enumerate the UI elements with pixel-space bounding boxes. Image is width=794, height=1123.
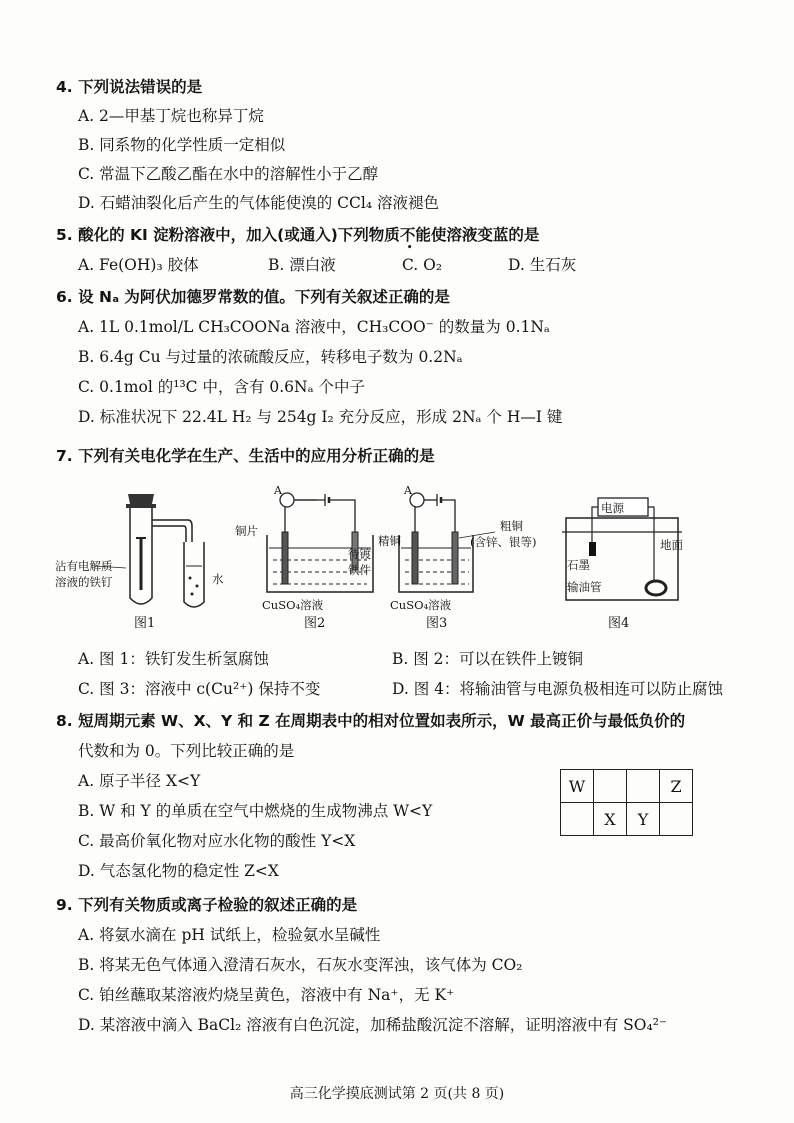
q5-option-a: A. Fe(OH)₃ 胶体 <box>78 256 199 274</box>
q8-option-a: A. 原子半径 X<Y <box>78 772 201 790</box>
q8-option-c: C. 最高价氧化物对应水化物的酸性 Y<X <box>78 832 356 850</box>
table-cell: Y <box>627 803 660 836</box>
table-cell: W <box>561 770 594 803</box>
figure-3-label-pure-copper: 精铜 <box>378 534 401 548</box>
q5-stem <box>56 224 539 246</box>
q9-option-a: A. 将氨水滴在 pH 试纸上，检验氨水呈碱性 <box>78 926 381 944</box>
q6-option-b: B. 6.4g Cu 与过量的浓硫酸反应，转移电子数为 0.2Nₐ <box>78 348 463 366</box>
q7-stem: 7. 下列有关电化学在生产、生活中的应用分析正确的是 <box>56 447 435 465</box>
q6-stem: 6. 设 Nₐ 为阿伏加德罗常数的值。下列有关叙述正确的是 <box>56 288 450 306</box>
figure-3-caption: 图3 <box>426 616 448 631</box>
figure-3-label-crude-copper: 粗铜 <box>500 519 523 533</box>
figure-4-power-source: 电源 <box>601 501 624 515</box>
figure-4-caption: 图4 <box>608 616 630 631</box>
figure-2-label-copper: 铜片 <box>235 524 258 538</box>
figure-2-ammeter-label: A <box>274 484 282 497</box>
q4-option-c: C. 常温下乙酸乙酯在水中的溶解性小于乙醇 <box>78 165 379 183</box>
figure-2-caption: 图2 <box>304 616 326 631</box>
q5-option-d: D. 生石灰 <box>508 256 577 274</box>
table-cell <box>627 770 660 803</box>
q4-option-b: B. 同系物的化学性质一定相似 <box>78 136 286 154</box>
q9-option-c: C. 铂丝蘸取某溶液灼烧呈黄色，溶液中有 Na⁺，无 K⁺ <box>78 986 455 1004</box>
figure-4-label-pipeline: 输油管 <box>567 580 602 594</box>
q5-option-c: C. O₂ <box>402 256 443 274</box>
figure-2-label-plating-2: 铁件 <box>348 563 371 577</box>
figure-3-solution: CuSO₄溶液 <box>390 598 452 612</box>
figure-1-label-1: 沾有电解质 <box>55 559 113 573</box>
q5-stem-emphasis: 不 <box>399 226 416 244</box>
figure-4-label-graphite: 石墨 <box>567 558 590 572</box>
figure-1-label-2: 溶液的铁钉 <box>55 575 113 589</box>
q9-stem: 9. 下列有关物质或离子检验的叙述正确的是 <box>56 896 358 914</box>
q9-option-b: B. 将某无色气体通入澄清石灰水，石灰水变浑浊，该气体为 CO₂ <box>78 956 523 974</box>
figure-1-label-water: 水 <box>212 572 224 586</box>
q5-stem-post: 能使溶液变蓝的是 <box>415 226 540 244</box>
q7-option-d: D. 图 4：将输油管与电源负极相连可以防止腐蚀 <box>392 680 724 698</box>
q5-option-b: B. 漂白液 <box>268 256 336 274</box>
figure-2-solution: CuSO₄溶液 <box>262 598 324 612</box>
q6-option-c: C. 0.1mol 的¹³C 中，含有 0.6Nₐ 个中子 <box>78 378 365 396</box>
q7-option-c: C. 图 3：溶液中 c(Cu²⁺) 保持不变 <box>78 680 321 698</box>
q9-option-d: D. 某溶液中滴入 BaCl₂ 溶液有白色沉淀，加稀盐酸沉淀不溶解，证明溶液中有 SO₄²⁻ <box>78 1016 668 1034</box>
table-cell: Z <box>660 770 693 803</box>
figure-1-caption: 图1 <box>134 616 156 631</box>
table-cell <box>561 803 594 836</box>
table-cell: X <box>594 803 627 836</box>
figure-1-diagram <box>60 490 230 610</box>
q7-option-b: B. 图 2：可以在铁件上镀铜 <box>392 650 584 668</box>
q4-option-a: A. 2—甲基丁烷也称异丁烷 <box>78 107 264 125</box>
q7-figures <box>55 484 750 631</box>
table-cell <box>594 770 627 803</box>
q6-option-a: A. 1L 0.1mol/L CH₃COONa 溶液中，CH₃COO⁻ 的数量为 0.1Nₐ <box>78 318 550 336</box>
q8-stem-line-1: 8. 短周期元素 W、X、Y 和 Z 在周期表中的相对位置如表所示，W 最高正价与最低负价的 <box>56 712 686 730</box>
figure-3-diagram <box>385 490 525 610</box>
q5-stem-pre: 5. 酸化的 KI 淀粉溶液中，加入(或通入)下列物质 <box>56 226 400 244</box>
periodic-position-table <box>560 769 693 836</box>
q6-option-d: D. 标准状况下 22.4L H₂ 与 254g I₂ 充分反应，形成 2Nₐ 个 H—I 键 <box>78 408 563 426</box>
figure-2-label-plating-1: 待镀 <box>348 547 371 561</box>
q4-option-d: D. 石蜡油裂化后产生的气体能使溴的 CCl₄ 溶液褪色 <box>78 194 439 212</box>
figure-3-label-impurities: (含锌、银等) <box>470 535 537 549</box>
page-footer: 高三化学摸底测试第 2 页(共 8 页) <box>289 1086 505 1102</box>
q8-option-b: B. W 和 Y 的单质在空气中燃烧的生成物沸点 W<Y <box>78 802 433 820</box>
q8-stem-line-2: 代数和为 0。下列比较正确的是 <box>78 742 295 760</box>
q7-option-a: A. 图 1：铁钉发生析氢腐蚀 <box>78 650 269 668</box>
q4-stem: 4. 下列说法错误的是 <box>56 78 203 96</box>
q8-option-d: D. 气态氢化物的稳定性 Z<X <box>78 862 279 880</box>
figure-4-label-ground: 地面 <box>660 538 683 552</box>
table-cell <box>660 803 693 836</box>
figure-3-ammeter-label: A <box>404 484 412 497</box>
